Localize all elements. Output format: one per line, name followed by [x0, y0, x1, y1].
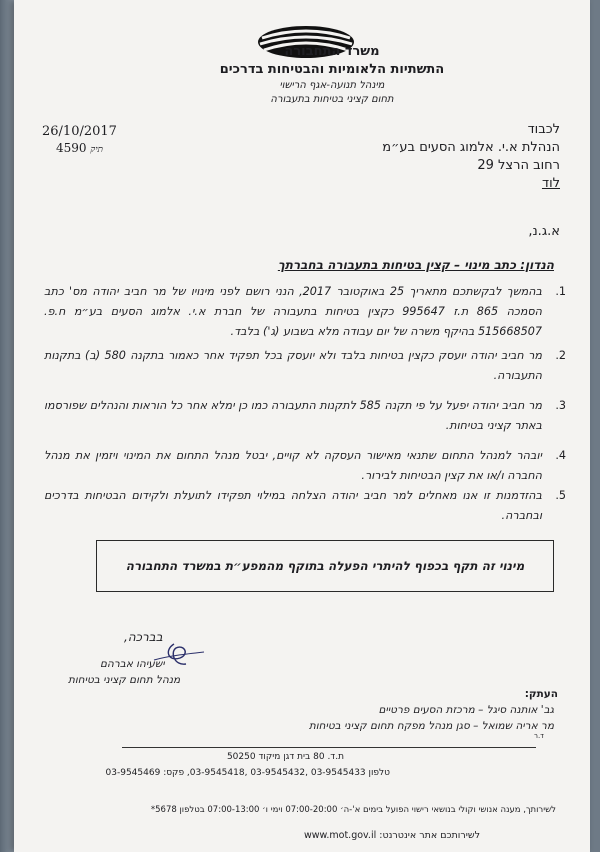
letter-page: [14, 0, 590, 852]
subject-line: הנדון: כתב מינוי – קצין בטיחות בתעבורה בחברתך: [277, 258, 554, 272]
closing-blessing: בברכה,: [124, 630, 163, 644]
sub-division-2: תחום קציני בטיחות בתעבורה: [270, 94, 394, 105]
file-number-value: 4590: [56, 141, 87, 155]
list-item: [44, 346, 564, 386]
file-label: תיק: [90, 145, 104, 155]
footer-service-hours: לשירותך, מענה אנושי וקולי בנושאי רישוי הפועל בימים א'-ה׳ 07:00-20:00 וימי ו׳ 07:00-13:00 בטלפון 5678*: [150, 805, 556, 815]
signatory-name: ישעיהו אברהם: [100, 658, 165, 670]
cc-recipient: גב' אותנה סיגל – מרכזת הסעים פרטיים: [378, 704, 554, 716]
list-item: [44, 446, 564, 486]
cc-label: העתק:: [524, 688, 558, 700]
sub-division-1: מינהל תנועה-אגף הרישוי: [279, 80, 385, 91]
item-text: מר חביב יהודה יפעל על פי תקנה 585 לתקנות התעבורה כמו כן ימלא אחר כל הוראות והנהלים שפורסמו באתר קציני בטיחות.: [44, 399, 542, 432]
item-text: בהמשך לבקשתכם מתאריך 25 באוקטובר 2017, הנני רושם לפני מינויו של מר חביב יהודה מס' כתב הסמכה 865 ת.ז 995647 כקצין בטיחות בתעבורה של חברת א.י. אלמוג הסעים בע״מ ח.פ. 515668507 בהיקף משרה של יום עבודה מלא בשבוע (ג') בלבד.: [44, 285, 542, 338]
item-number: 1.: [555, 285, 566, 298]
item-number: 5.: [555, 489, 566, 502]
item-text: מר חביב יהודה יועסק כקצין בטיחות בלבד ולא יועסק בכל תפקיד אחר כאמור בתקנה 580 (ב) בתקנות התעבורה.: [44, 349, 542, 382]
file-number: [56, 141, 107, 155]
item-number: 3.: [555, 399, 566, 412]
item-number: 4.: [555, 449, 566, 462]
footer-phones: טלפון 03-9545433 ,03-9545432 ,03-9545418, פקס: 03-9545469: [105, 768, 390, 778]
scan-background-edge: [0, 0, 14, 852]
recipient-line-2: הנהלת א.י. אלמוג הסעים בע״מ: [382, 140, 560, 155]
typist-initials: ד.ר: [534, 732, 544, 740]
footer-address: ת.ד. 80 בית דגן מיקוד 50250: [226, 752, 344, 762]
item-text: בהזדמנות זו אנו מאחלים למר חביב יהודה הצלחה במילוי תפקידו לתועלת ולקידום הבטיחות בדרכים ובחברה.: [44, 489, 542, 522]
list-item: [44, 396, 564, 436]
recipient-line-1: לכבוד: [527, 122, 560, 137]
division-name: התשתיות הלאומיות והבטיחות בדרכים: [219, 62, 445, 77]
item-text: יובהר למנהל התחום שתנאי מאישור העסקה לא קויים, יבטל מנהל התחום את המינוי ויזמין את מנהל החברה ו/או את קצין הבטיחות לבירור.: [44, 449, 542, 482]
signatory-title: מנהל תחום קציני בטיחות: [68, 674, 181, 686]
validity-notice-box: מינוי זה תקף בכפוף להיתרי הפעלה בתוקף מהמפע״ת במשרד התחבורה: [96, 540, 554, 592]
item-number: 2.: [555, 349, 566, 362]
recipient-line-4: לוד: [541, 176, 560, 191]
list-item: [44, 486, 564, 526]
list-item: [44, 282, 564, 342]
footer-website: לשירותכם אתר אינטרנט: www.mot.gov.il: [303, 830, 480, 841]
letter-date: 26/10/2017: [42, 124, 117, 139]
ministry-name: משרד התחבורה: [284, 44, 380, 59]
footer-divider: [122, 747, 536, 748]
cc-recipient: מר אריה שמואל – סגן מנהל מפקח תחום קציני בטיחות: [308, 720, 554, 732]
greeting: א.ג.נ,: [528, 224, 560, 239]
recipient-line-3: רחוב הרצל 29: [477, 158, 560, 173]
